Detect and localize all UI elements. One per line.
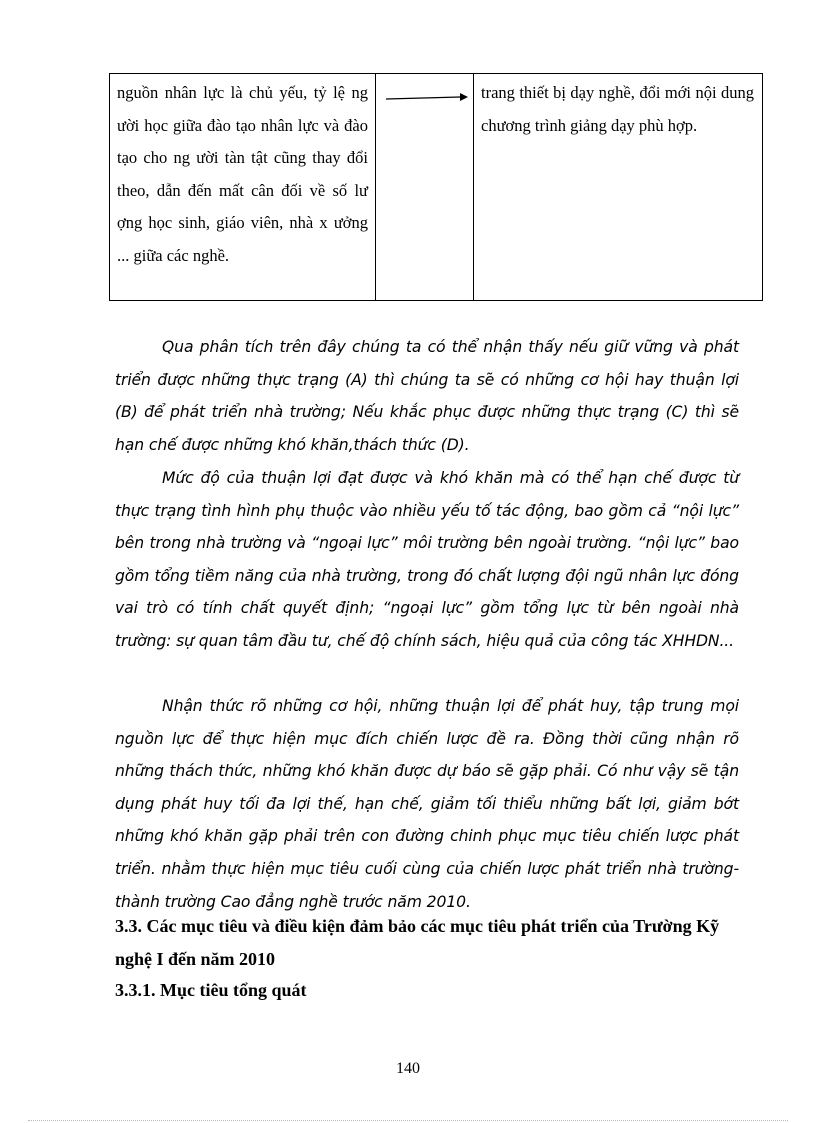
table-cell-arrow bbox=[376, 74, 474, 300]
paragraph-analysis: Qua phân tích trên đây chúng ta có thể nhận thấy nếu giữ vững và phát triển được những thực trạng (A) thì chúng ta sẽ có những cơ hội hay thuận lợi (B) để phát triển nhà trường; Nếu khắc phục được những thực trạng (C) thì sẽ hạn chế được những khó khăn,thách thức (D). bbox=[115, 338, 739, 454]
table-cell-solution bbox=[474, 74, 762, 300]
section-heading: 3.3. Các mục tiêu và điều kiện đảm bảo các mục tiêu phát triển của Trường Kỹ nghệ I đến năm 2010 bbox=[115, 916, 720, 969]
paragraph-factors: Mức độ của thuận lợi đạt được và khó khăn mà có thể hạn chế được từ thực trạng tình hình phụ thuộc vào nhiều yếu tố tác động, bao gồm cả “nội lực” bên trong nhà trường và “ngoại lực” môi trường bên ngoài trường. “nội lực” bao gồm tổng tiềm năng của nhà trường, trong đó chất lượng đội ngũ nhân lực đóng vai trò có tính chất quyết định; “ngoại lực” gồm tổng lực từ bên ngoài nhà trường: sự quan tâm đầu tư, chế độ chính sách, hiệu quả của công tác XHHDN... bbox=[115, 469, 739, 650]
subsection-heading: 3.3.1. Mục tiêu tổng quát bbox=[115, 980, 307, 1000]
situation-text: nguồn nhân lực là chủ yếu, tỷ lệ ng ười học giữa đào tạo nhân lực và đào tạo cho ng ười tàn tật cũng thay đổi theo, dẫn đến mất cân đối về số lư ợng học sinh, giáo viên, nhà x ưởng ... giữa các nghề. bbox=[117, 83, 368, 265]
solution-text: trang thiết bị dạy nghề, đổi mới nội dung chương trình giảng dạy phù hợp. bbox=[481, 83, 754, 135]
paragraph-awareness: Nhận thức rõ những cơ hội, những thuận lợi để phát huy, tập trung mọi nguồn lực để thực hiện mục đích chiến lược đề ra. Đồng thời cũng nhận rõ những thách thức, những khó khăn được dự báo sẽ gặp phải. Có như vậy sẽ tận dụng phát huy tối đa lợi thế, hạn chế, giảm tối thiểu những bất lợi, giảm bớt những khó khăn gặp phải trên con đường chinh phục mục tiêu chiến lược phát triển. nhằm thực hiện mục tiêu cuối cùng của chiến lược phát triển nhà trường- thành trường Cao đẳng nghề trước năm 2010. bbox=[115, 697, 739, 911]
right-arrow-icon bbox=[384, 90, 468, 104]
table-cell-situation bbox=[110, 74, 376, 300]
page-bottom-border bbox=[28, 1120, 788, 1121]
strategy-table bbox=[109, 73, 763, 301]
page-number: 140 bbox=[396, 1060, 420, 1077]
